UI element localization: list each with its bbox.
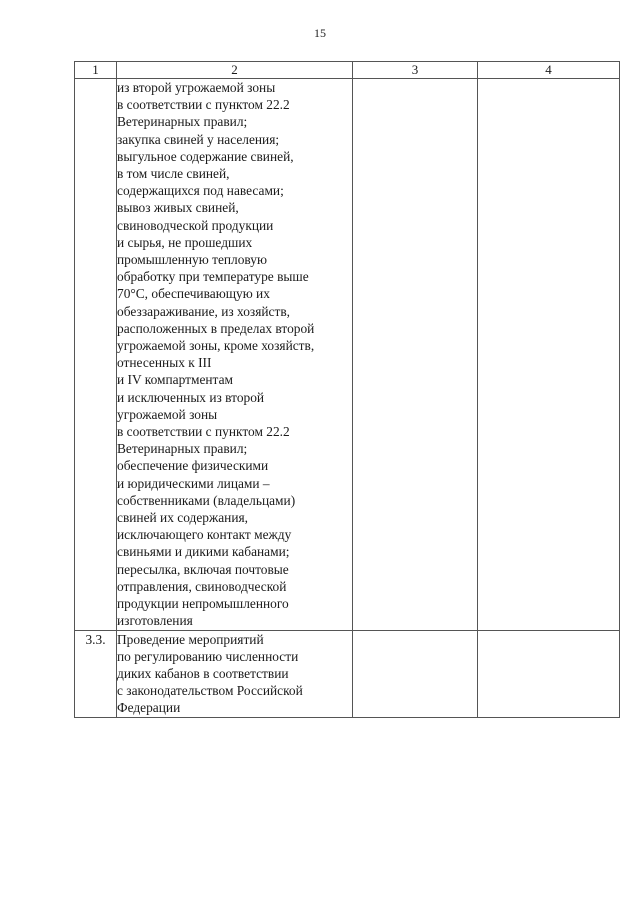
text-line: Федерации bbox=[117, 700, 181, 716]
text-line: обеззараживание, из хозяйств, bbox=[117, 303, 291, 319]
text-line: свиней их содержания, bbox=[117, 510, 249, 526]
text-line: диких кабанов в соответствии bbox=[117, 665, 289, 681]
row-col-4-cell bbox=[478, 79, 620, 631]
text-line: в соответствии с пунктом 22.2 bbox=[117, 424, 290, 440]
text-line: пересылка, включая почтовые bbox=[117, 561, 289, 577]
row-text-cell bbox=[117, 79, 353, 631]
text-line: отнесенных к III bbox=[117, 355, 212, 371]
text-line: собственниками (владельцами) bbox=[117, 492, 296, 508]
text-line: выгульное содержание свиней, bbox=[117, 148, 294, 164]
text-line: исключающего контакт между bbox=[117, 527, 292, 543]
text-line: Ветеринарных правил; bbox=[117, 114, 248, 130]
text-line: Ветеринарных правил; bbox=[117, 441, 248, 457]
header-col-2: 2 bbox=[117, 62, 353, 79]
text-line: с законодательством Российской bbox=[117, 683, 303, 699]
header-col-1: 1 bbox=[75, 62, 117, 79]
text-line: продукции непромышленного bbox=[117, 596, 289, 612]
text-line: закупка свиней у населения; bbox=[117, 131, 280, 147]
row-col-3-cell bbox=[353, 79, 478, 631]
text-line: изготовления bbox=[117, 613, 193, 629]
text-line: и исключенных из второй bbox=[117, 389, 265, 405]
text-line: 70°С, обеспечивающую их bbox=[117, 286, 270, 302]
text-line: промышленную тепловую bbox=[117, 252, 267, 268]
header-col-4: 4 bbox=[478, 62, 620, 79]
document-table bbox=[74, 61, 620, 718]
row-number: 3.3. bbox=[75, 630, 117, 717]
header-col-3: 3 bbox=[353, 62, 478, 79]
text-line: угрожаемой зоны, кроме хозяйств, bbox=[117, 338, 315, 354]
text-line: и IV компартментам bbox=[117, 372, 233, 388]
text-line: по регулированию численности bbox=[117, 648, 299, 664]
text-line: обработку при температуре выше bbox=[117, 269, 309, 285]
text-line: свиньями и дикими кабанами; bbox=[117, 544, 290, 560]
row-col-3-cell bbox=[353, 630, 478, 717]
text-line: вывоз живых свиней, bbox=[117, 200, 239, 216]
text-line: в том числе свиней, bbox=[117, 166, 230, 182]
text-line: угрожаемой зоны bbox=[117, 406, 218, 422]
table-header-row bbox=[75, 62, 620, 79]
text-line: расположенных в пределах второй bbox=[117, 320, 315, 336]
text-line: Проведение мероприятий bbox=[117, 631, 264, 647]
row-text-cell bbox=[117, 630, 353, 717]
page-number: 15 bbox=[314, 26, 326, 40]
text-line: в соответствии с пунктом 22.2 bbox=[117, 97, 290, 113]
text-line: из второй угрожаемой зоны bbox=[117, 80, 276, 95]
text-line: свиноводческой продукции bbox=[117, 217, 274, 233]
row-number bbox=[75, 79, 117, 631]
text-line: отправления, свиноводческой bbox=[117, 578, 287, 594]
table-row bbox=[75, 79, 620, 631]
text-line: обеспечение физическими bbox=[117, 458, 269, 474]
table-row bbox=[75, 630, 620, 717]
row-col-4-cell bbox=[478, 630, 620, 717]
text-line: содержащихся под навесами; bbox=[117, 183, 284, 199]
text-line: и сырья, не прошедших bbox=[117, 234, 253, 250]
text-line: и юридическими лицами – bbox=[117, 475, 270, 491]
